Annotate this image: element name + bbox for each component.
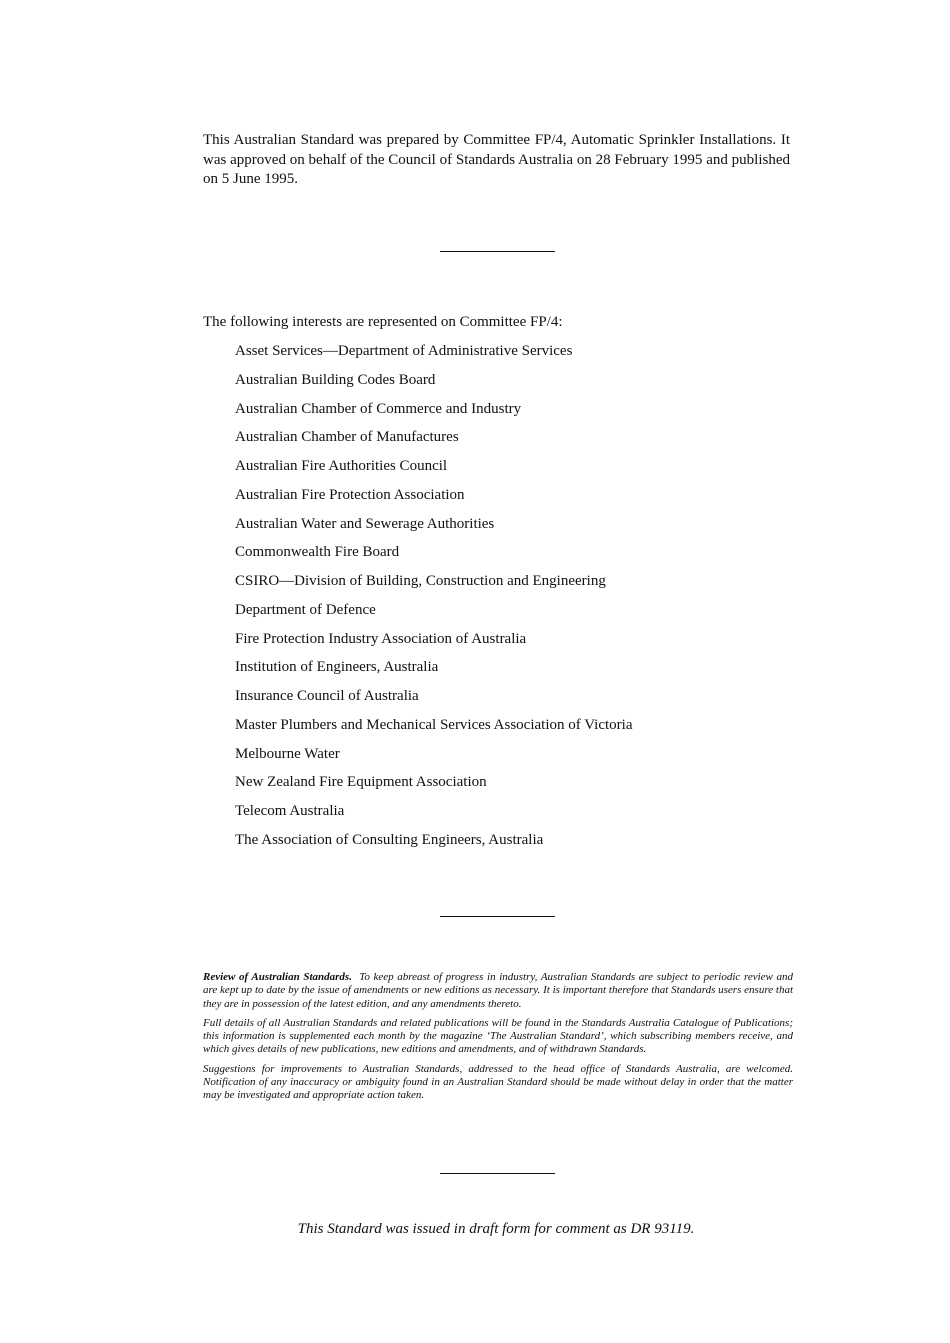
section-divider bbox=[440, 1173, 555, 1174]
list-item: New Zealand Fire Equipment Association bbox=[235, 774, 487, 791]
list-item: Australian Water and Sewerage Authorities bbox=[235, 515, 495, 532]
list-item: Australian Building Codes Board bbox=[235, 371, 436, 388]
review-paragraph: Suggestions for improvements to Australian Standards, addressed to the head office of Standards Australia, are welcomed. Notification of any inaccuracy or ambiguity found in an Australian Standard should be made without delay in order that the matter may be investigated and appropriate action taken. bbox=[203, 1062, 793, 1102]
list-item: The Association of Consulting Engineers, Australia bbox=[235, 831, 544, 848]
section-divider bbox=[440, 916, 555, 917]
review-notice bbox=[203, 971, 793, 1109]
list-item: CSIRO—Division of Building, Construction and Engineering bbox=[235, 573, 606, 589]
interests-list bbox=[235, 341, 632, 859]
preparation-statement: This Australian Standard was prepared by Committee FP/4, Automatic Sprinkler Installations. It was approved on behalf of the Council of Standards Australia on 28 February 1995 and published on 5 June 1995. bbox=[203, 132, 790, 187]
list-item: Melbourne Water bbox=[235, 745, 340, 762]
list-item: Australian Chamber of Commerce and Industry bbox=[235, 400, 522, 417]
list-item: Asset Services—Department of Administrative Services bbox=[235, 343, 573, 359]
review-paragraph bbox=[203, 971, 793, 1011]
review-text: To keep abreast of progress in industry, Australian Standards are subject to periodic review and are kept up to date by the issue of amendments or new editions as necessary. It is important therefore that Standards users ensure that they are in possession of the latest edition, and any amendments thereto. bbox=[203, 971, 793, 1010]
list-item: Australian Fire Authorities Council bbox=[235, 458, 448, 474]
list-item: Fire Protection Industry Association of Australia bbox=[235, 630, 527, 647]
draft-note: This Standard was issued in draft form for comment as DR 93119. bbox=[297, 1221, 695, 1237]
list-item: Institution of Engineers, Australia bbox=[235, 659, 439, 676]
list-item: Master Plumbers and Mechanical Services Association of Victoria bbox=[235, 716, 633, 733]
section-divider bbox=[440, 251, 555, 252]
list-item: Australian Chamber of Manufactures bbox=[235, 429, 459, 446]
list-item: Telecom Australia bbox=[235, 803, 345, 819]
list-item: Australian Fire Protection Association bbox=[235, 486, 465, 503]
review-paragraph: Full details of all Australian Standards and related publications will be found in the Standards Australia Catalogue of Publications; this information is supplemented each month by the magazine ‘The Australian Standard’, which subscribing members receive, and which gives details of new publications, new editions and amendments, and of withdrawn Standards. bbox=[203, 1016, 793, 1056]
list-item: Insurance Council of Australia bbox=[235, 688, 419, 704]
list-item: Department of Defence bbox=[235, 601, 376, 618]
review-title: Review of Australian Standards. bbox=[203, 971, 352, 983]
interests-heading: The following interests are represented on Committee FP/4: bbox=[203, 314, 563, 330]
list-item: Commonwealth Fire Board bbox=[235, 544, 400, 561]
